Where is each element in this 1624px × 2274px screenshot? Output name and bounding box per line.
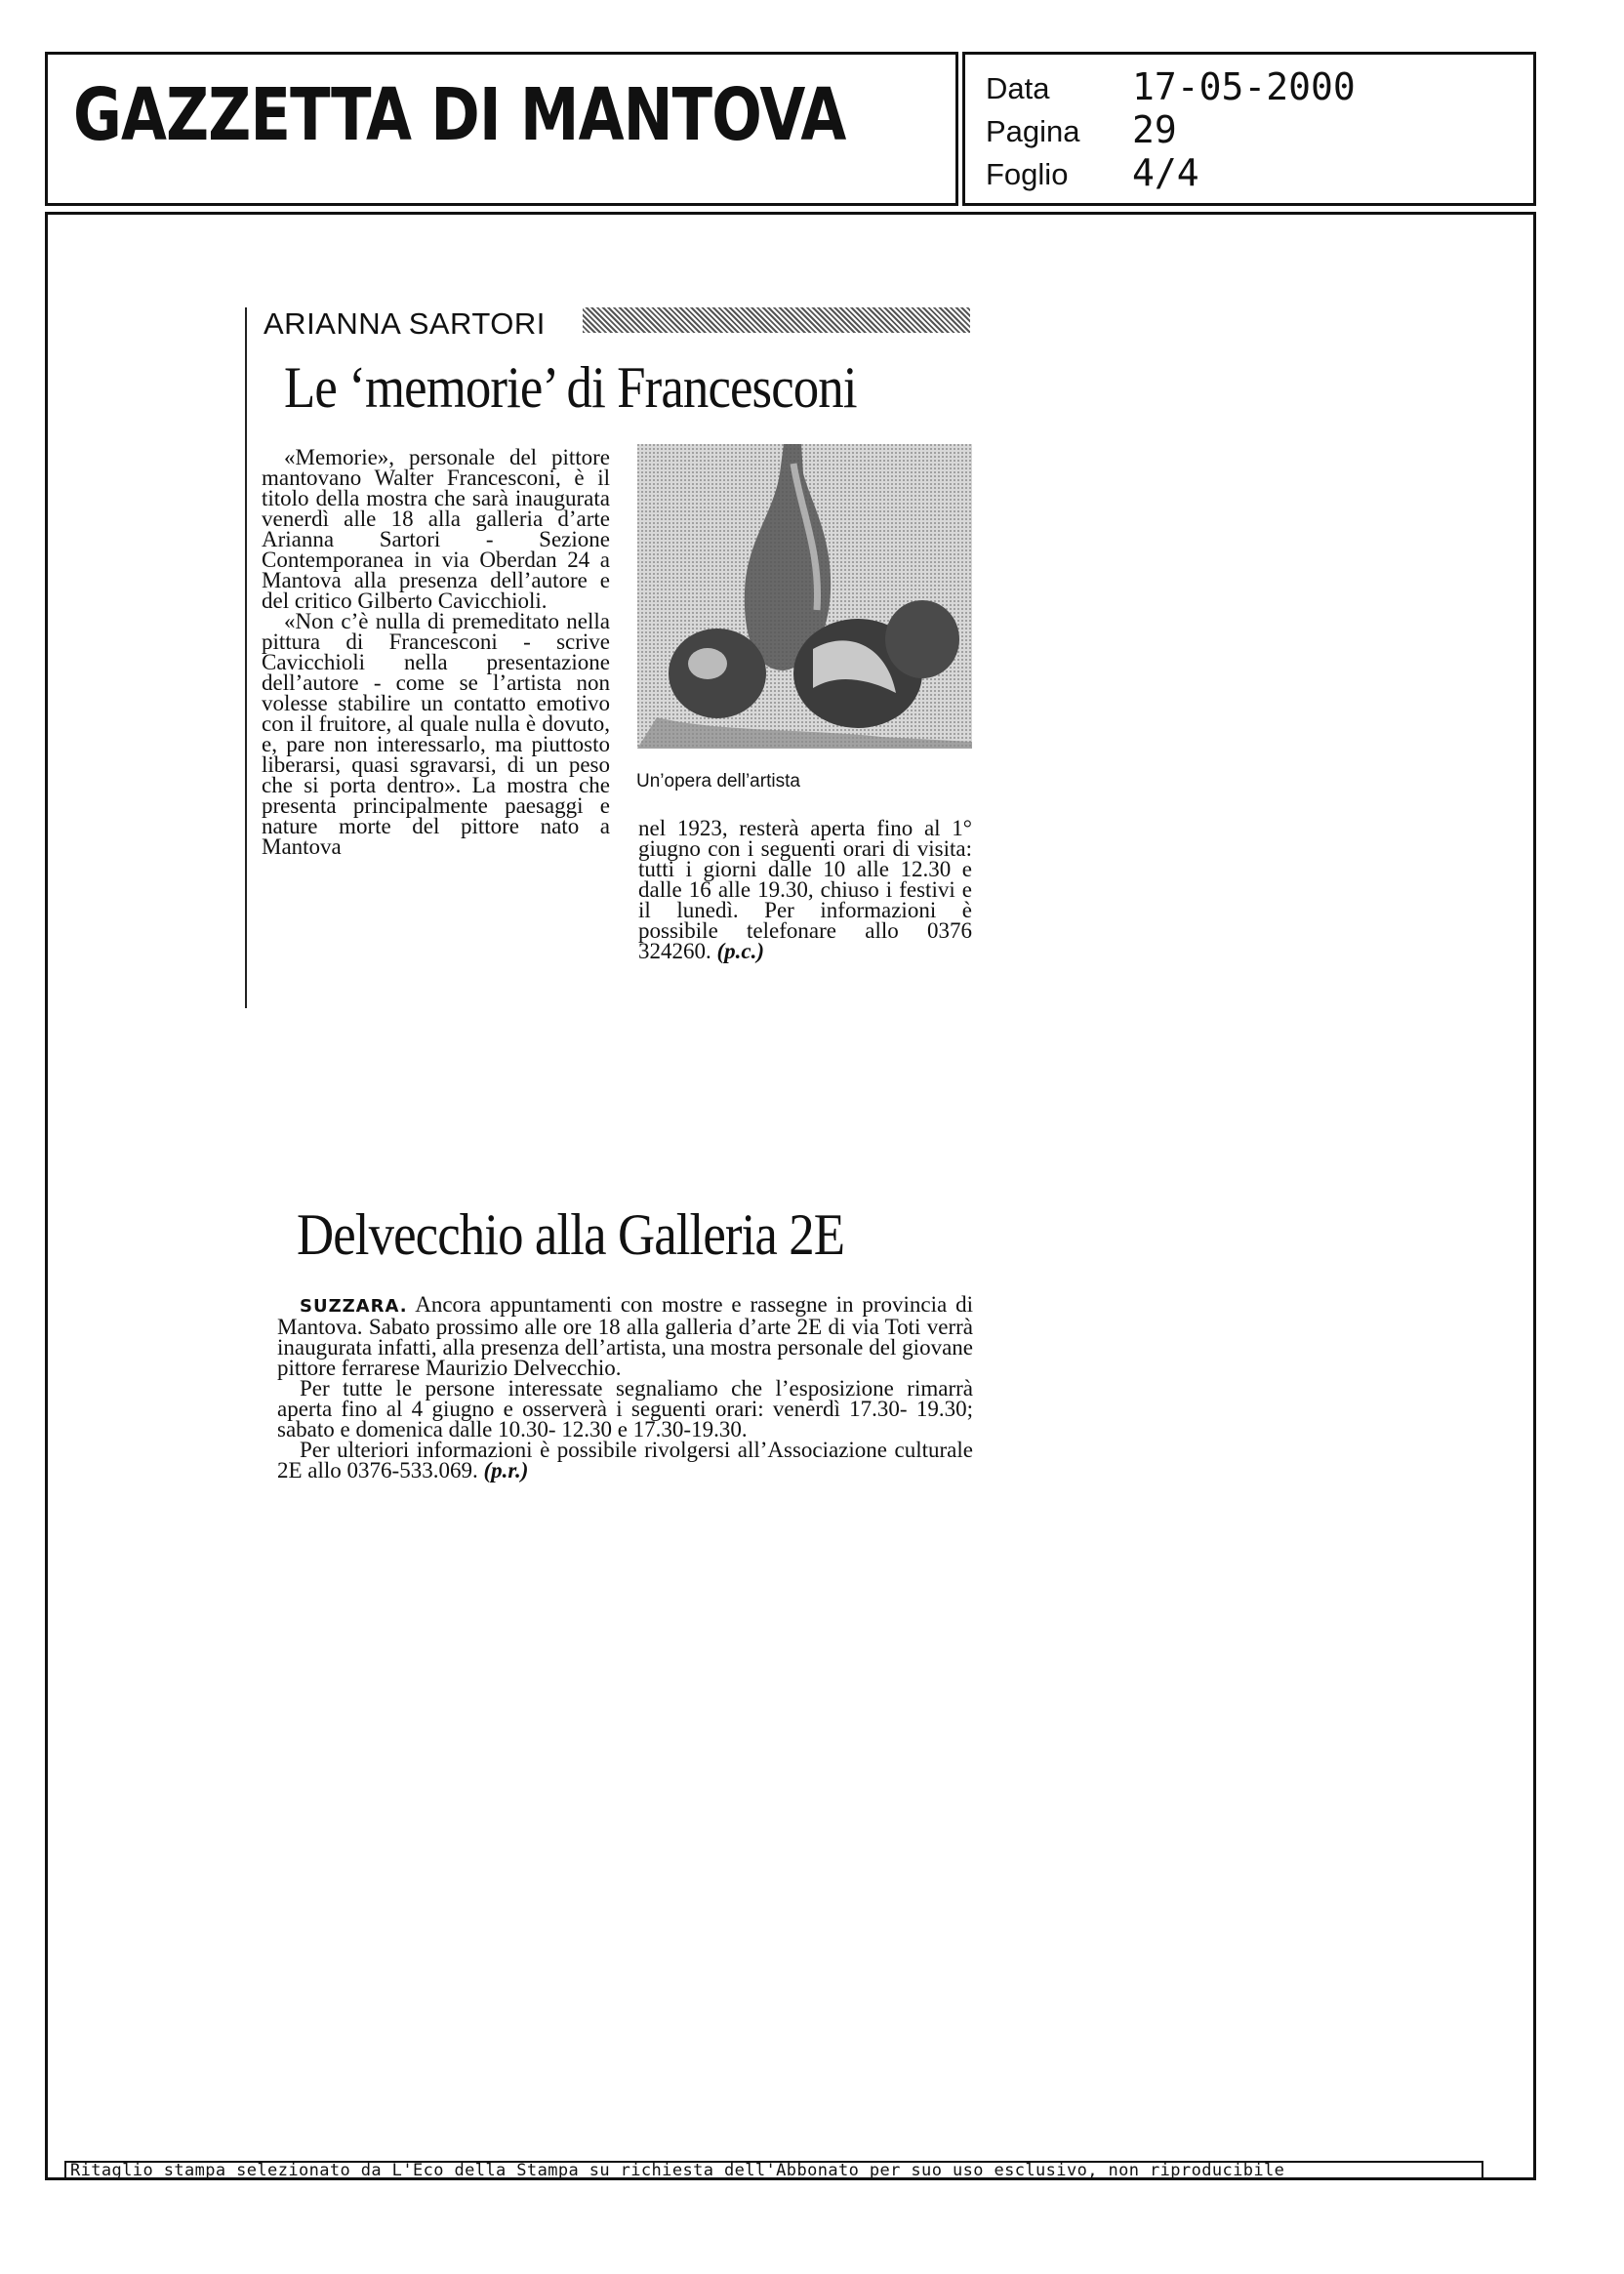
article-paragraph	[277, 1440, 973, 1481]
dateline: SUZZARA.	[300, 1296, 408, 1317]
section-hatch-bar	[583, 307, 970, 333]
article-right-column	[638, 818, 972, 961]
article-paragraph: «Memorie», personale del pittore mantovano Walter Francesconi, è il titolo della mostra che sarà inaugurata venerdì alle 18 alla galleria d’arte Arianna Sartori - Sezione Contemporanea in via Oberdan 24 a Mantova alla presenza dell’autore e del critico Gilberto Cavicchioli.	[262, 445, 610, 613]
still-life-image	[637, 444, 972, 749]
section-label: ARIANNA SARTORI	[264, 306, 546, 341]
article-headline-2: Delvecchio alla Galleria 2E	[297, 1202, 845, 1267]
article-paragraph-text: nel 1923, resterà aperta fino al 1° giugno con i seguenti orari di visita: tutti i giorni dalle 10 alle 12.30 e dalle 16 alle 19.30, chiuso i festivi e il lunedì. Per informazioni è possibile telefonare allo 0376 324260.	[638, 816, 972, 963]
article-paragraph	[277, 1294, 973, 1378]
article-2-body	[277, 1294, 973, 1481]
article-paragraph-text: Ancora appuntamenti con mostre e rassegne in provincia di Mantova. Sabato prossimo alle ore 18 alla galleria d’arte 2E di via Toti verrà inaugurata infatti, alla presenza dell’artista, una mostra personale del giovane pittore ferrarese Maurizio Delvecchio.	[277, 1292, 973, 1380]
artwork-photo	[637, 444, 972, 749]
photo-caption: Un’opera dell’artista	[636, 771, 800, 792]
article-paragraph	[638, 818, 972, 961]
pagina-value: 29	[1132, 108, 1177, 151]
foglio-label: Foglio	[986, 157, 1069, 191]
article-paragraph-text: Per ulteriori informazioni è possibile rivolgersi all’Associazione culturale 2E allo 0376-533.069.	[277, 1438, 973, 1482]
article-paragraph: «Non c’è nulla di premeditato nella pittura di Francesconi - scrive Cavicchioli nella presentazione dell’autore - come se l’artista non volesse stabilire un contatto emotivo con il fruitore, al quale nulla è dovuto, e, pare non interessarlo, ma piuttosto liberarsi, quasi sgravarsi, di un peso che si porta dentro». La mostra che presenta principalmente paesaggi e nature morte del pittore nato a Mantova	[262, 609, 610, 859]
author-credit: (p.c.)	[716, 939, 765, 963]
press-clipping-footer: Ritaglio stampa selezionato da L'Eco della Stampa su richiesta dell'Abbonato per suo uso esclusivo, non riproducibile	[64, 2161, 1483, 2180]
article-left-column	[262, 447, 610, 857]
pagina-label: Pagina	[986, 114, 1080, 148]
column-rule	[245, 307, 247, 1008]
article-paragraph: Per tutte le persone interessate segnaliamo che l’esposizione rimarrà aperta fino al 4 giugno e osserverà i seguenti orari: venerdì 17.30- 19.30; sabato e domenica dalle 10.30- 12.30 e 17.30-19.30.	[277, 1376, 973, 1442]
foglio-value: 4/4	[1132, 151, 1199, 194]
data-label: Data	[986, 71, 1050, 105]
newspaper-masthead: GAZZETTA DI MANTOVA	[73, 73, 846, 157]
author-credit-2: (p.r.)	[483, 1458, 529, 1482]
article-headline: Le ‘memorie’ di Francesconi	[284, 355, 857, 420]
data-value: 17-05-2000	[1132, 65, 1356, 108]
